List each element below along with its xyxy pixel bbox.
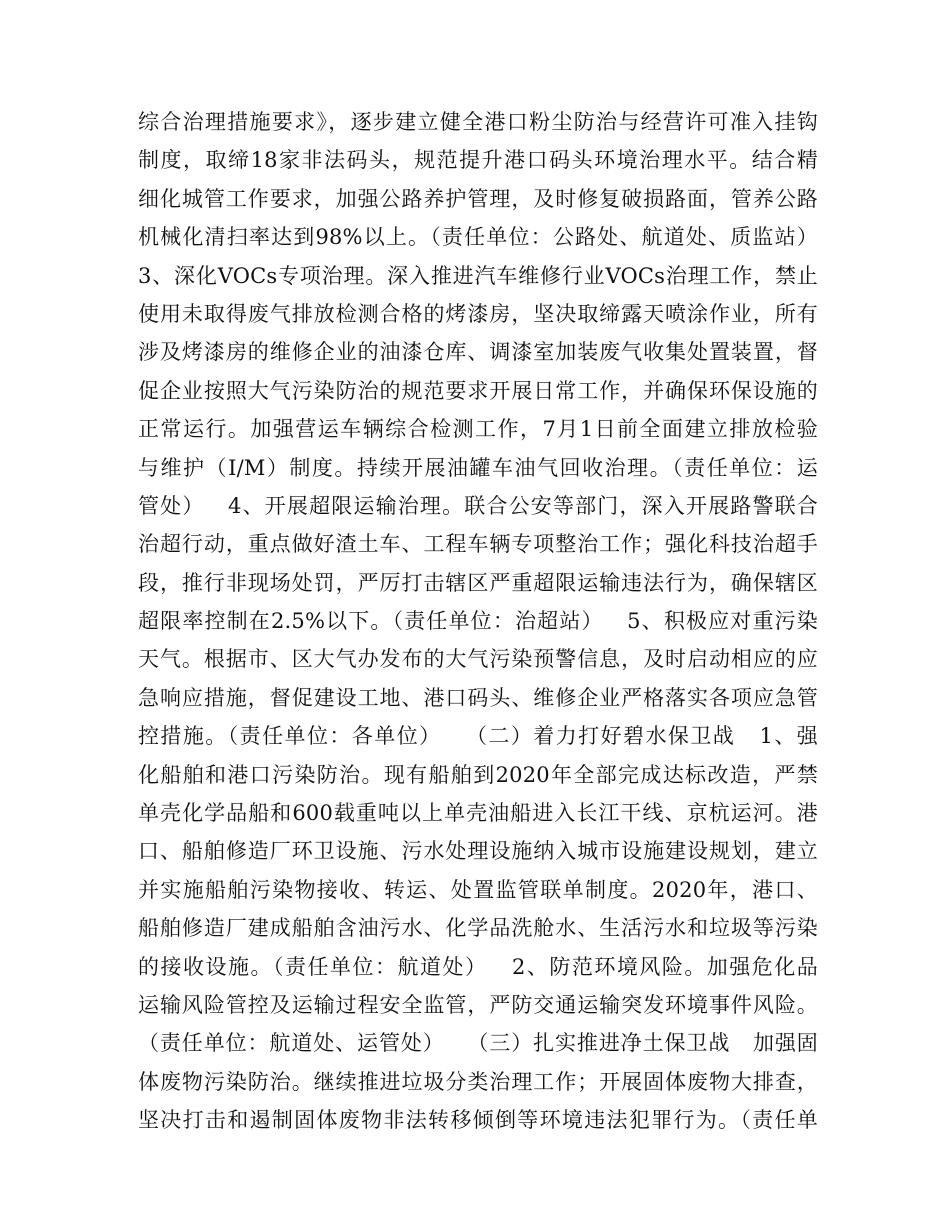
text-line: 与维护（I/M）制度。持续开展油罐车油气回收治理。（责任单位：运 [138,455,818,480]
text-line: 并实施船舶污染物接收、转运、处置监管联单制度。2020年，港口、 [138,877,818,902]
text-line: 3、深化VOCs专项治理。深入推进汽车维修行业VOCs治理工作，禁止 [138,263,818,288]
text-line: 控措施。（责任单位：各单位） （二）着力打好碧水保卫战 1、强 [138,724,818,749]
text-line: 段，推行非现场处罚，严厉打击辖区严重超限运输违法行为，确保辖区 [138,570,818,595]
text-line: 口、船舶修造厂环卫设施、污水处理设施纳入城市设施建设规划，建立 [138,839,818,864]
text-line: （责任单位：航道处、运管处） （三）扎实推进净土保卫战 加强固 [138,1031,818,1056]
text-line: 运输风险管控及运输过程安全监管，严防交通运输突发环境事件风险。 [138,992,818,1017]
text-line: 急响应措施，督促建设工地、港口码头、维修企业严格落实各项应急管 [138,685,818,710]
text-line: 机械化清扫率达到98%以上。（责任单位：公路处、航道处、质监站） [138,225,818,250]
text-line: 超限率控制在2.5%以下。（责任单位：治超站） 5、积极应对重污染 [138,609,818,634]
text-line: 管处） 4、开展超限运输治理。联合公安等部门，深入开展路警联合 [138,493,818,518]
text-line: 综合治理措施要求》，逐步建立健全港口粉尘防治与经营许可准入挂钩 [138,110,818,134]
text-line: 使用未取得废气排放检测合格的烤漆房，坚决取缔露天喷涂作业，所有 [138,301,818,326]
body-text [138,103,818,1140]
text-line: 涉及烤漆房的维修企业的油漆仓库、调漆室加装废气收集处置装置，督 [138,340,818,365]
text-line: 化船舶和港口污染防治。现有船舶到2020年全部完成达标改造，严禁 [138,762,818,787]
text-line: 天气。根据市、区大气办发布的大气污染预警信息，及时启动相应的应 [138,647,818,672]
text-line: 细化城管工作要求，加强公路养护管理，及时修复破损路面，管养公路 [138,186,818,211]
text-line: 单壳化学品船和600载重吨以上单壳油船进入长江干线、京杭运河。港 [138,801,818,826]
text-line: 船舶修造厂建成船舶含油污水、化学品洗舱水、生活污水和垃圾等污染 [138,916,818,941]
text-line: 体废物污染防治。继续推进垃圾分类治理工作；开展固体废物大排查， [138,1069,818,1094]
text-line: 治超行动，重点做好渣土车、工程车辆专项整治工作；强化科技治超手 [138,532,818,557]
text-line: 的接收设施。（责任单位：航道处） 2、防范环境风险。加强危化品 [138,954,818,979]
text-line: 正常运行。加强营运车辆综合检测工作，7月1日前全面建立排放检验 [138,417,818,442]
text-line: 坚决打击和遏制固体废物非法转移倾倒等环境违法犯罪行为。（责任单 [138,1108,818,1133]
text-line: 促企业按照大气污染防治的规范要求开展日常工作，并确保环保设施的 [138,378,818,403]
text-line: 制度，取缔18家非法码头，规范提升港口码头环境治理水平。结合精 [138,148,818,173]
